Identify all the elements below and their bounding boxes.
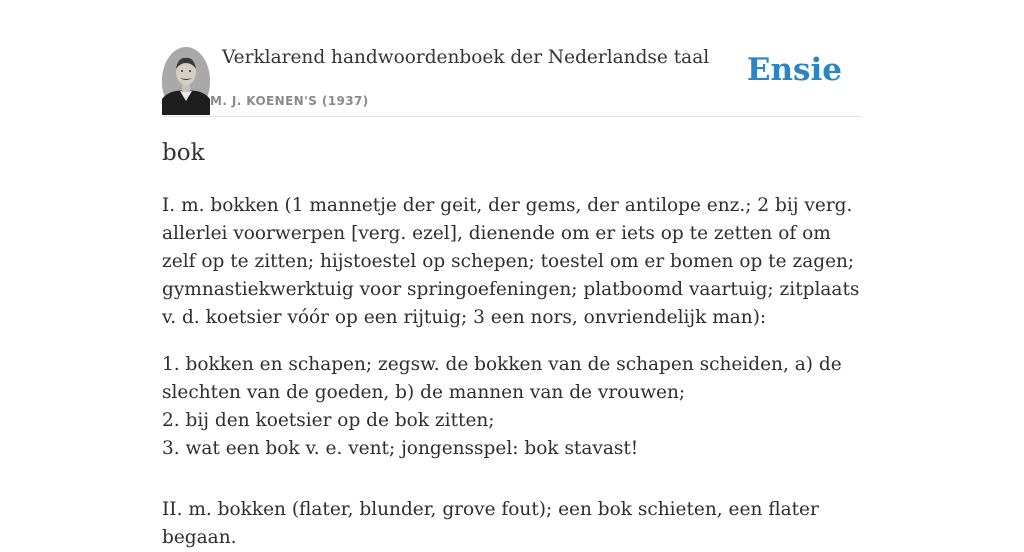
dictionary-title: Verklarend handwoordenboek der Nederlandse taal	[222, 47, 710, 68]
example-item: 2. bij den koetsier op de bok zitten;	[162, 410, 495, 431]
example-item: 1. bokken en schapen; zegsw. de bokken van de schapen scheiden, a) de slechten van de goeden, b) de mannen van de vrouwen;	[162, 354, 842, 403]
entry-content	[162, 192, 862, 552]
examples-list	[162, 351, 862, 463]
author-portrait	[162, 47, 210, 115]
definition-2: II. m. bokken (flater, blunder, grove fout); een bok schieten, een flater begaan.	[162, 499, 819, 548]
entry-headword: bok	[162, 140, 205, 166]
ensie-logo-link[interactable]: Ensie	[746, 52, 842, 88]
dictionary-subtitle: M. J. KOENEN'S (1937)	[210, 94, 369, 108]
dictionary-header	[162, 40, 862, 117]
definition-1: I. m. bokken (1 mannetje der geit, der gems, der antilope enz.; 2 bij verg. allerlei voorwerpen [verg. ezel], dienende om er iets op te zetten of om zelf op te zitten; hijstoestel op schepen; toestel om er bomen op te zagen; gymnastiekwerktuig voor springoefeningen; platboomd vaartuig; zitplaats v. d. koetsier vóór op een rijtuig; 3 een nors, onvriendelijk man):	[162, 195, 860, 328]
example-item: 3. wat een bok v. e. vent; jongensspel: bok stavast!	[162, 438, 639, 459]
author-portrait-image	[162, 47, 210, 115]
